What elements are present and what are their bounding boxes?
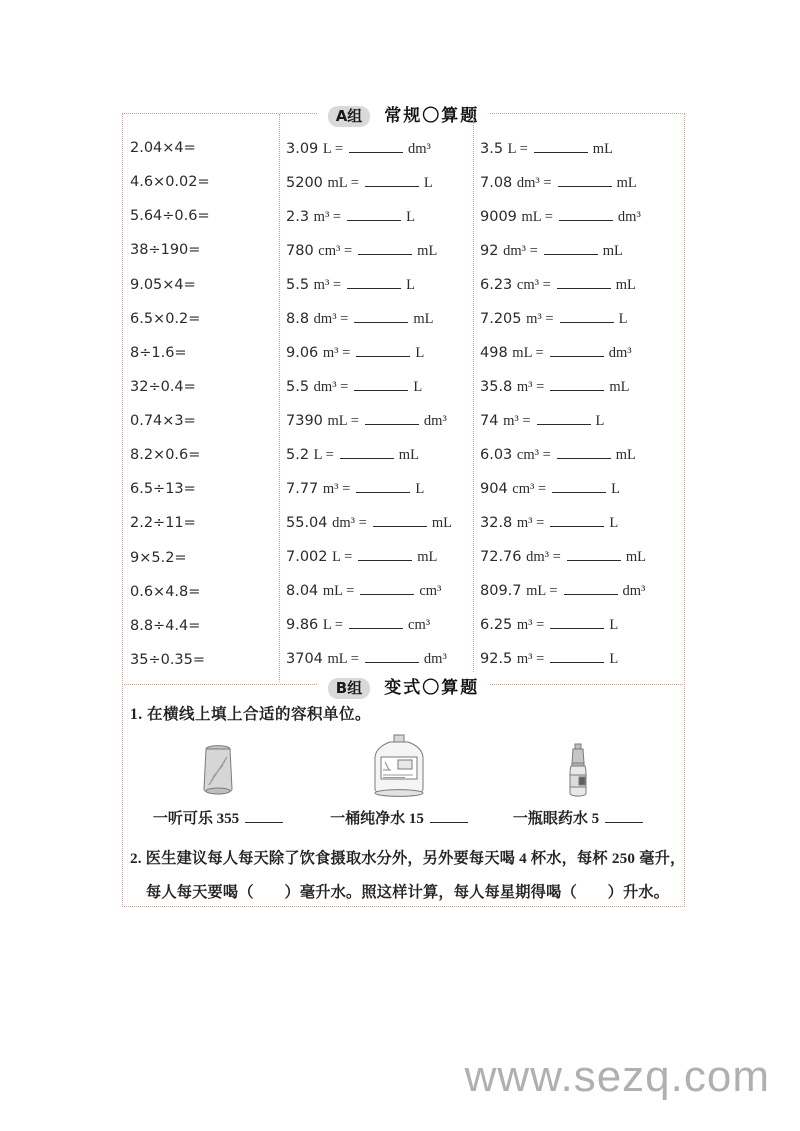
answer-blank[interactable] xyxy=(557,446,611,459)
conversion-value: 32.8 xyxy=(480,515,517,531)
question-2-line2: 每人每天要喝（ ）毫升水。照这样计算，每人每星期得喝（ ）升水。 xyxy=(146,884,670,901)
answer-blank[interactable] xyxy=(544,242,598,255)
conversion-to-unit: mL xyxy=(431,515,452,531)
answer-blank[interactable] xyxy=(354,378,408,391)
answer-blank[interactable] xyxy=(365,174,419,187)
arithmetic-problem: 8.2×0.6= xyxy=(130,447,201,464)
answer-blank[interactable] xyxy=(550,650,604,663)
arithmetic-problem: 6.5÷13= xyxy=(130,481,196,498)
answer-blank[interactable] xyxy=(340,446,394,459)
answer-blank[interactable] xyxy=(567,548,621,561)
answer-blank[interactable] xyxy=(559,208,613,221)
conversion-from-unit: L = xyxy=(322,617,344,633)
conversion-value: 92 xyxy=(480,243,504,259)
conversion-value: 5200 xyxy=(286,175,328,191)
conversion-to-unit: dm³ xyxy=(408,141,431,157)
conversion-value: 92.5 xyxy=(480,651,517,667)
answer-blank[interactable] xyxy=(560,310,614,323)
conversion-value: 3.09 xyxy=(286,141,323,157)
answer-blank[interactable] xyxy=(360,582,414,595)
conversion-from-unit: L = xyxy=(332,549,353,565)
conversion-value: 7390 xyxy=(286,413,328,429)
conversion-to-unit: mL xyxy=(417,549,438,565)
conversion-to-unit: dm³ xyxy=(622,583,646,599)
conversion-to-unit: L xyxy=(406,277,415,293)
answer-blank[interactable] xyxy=(365,412,419,425)
arithmetic-problem: 8.8÷4.4= xyxy=(130,617,201,634)
item-caption xyxy=(498,807,658,828)
conversion-problem xyxy=(480,208,680,226)
conversion-from-unit: mL = xyxy=(327,175,359,191)
conversion-problem xyxy=(480,582,680,600)
item-caption-text: 一瓶眼药水 5 xyxy=(512,811,600,827)
eye-drops-icon xyxy=(498,729,658,799)
arithmetic-problem: 9.05×4= xyxy=(130,276,196,293)
container-item xyxy=(319,729,479,828)
conversion-problem xyxy=(480,140,680,158)
conversion-from-unit: cm³ = xyxy=(512,481,547,497)
answer-blank[interactable] xyxy=(356,344,410,357)
item-caption xyxy=(138,807,298,828)
conversion-value: 5.5 xyxy=(286,379,314,395)
conversion-value: 9.06 xyxy=(286,345,323,361)
conversion-problem xyxy=(480,242,680,260)
conversion-column-1 xyxy=(286,140,470,668)
conversion-to-unit: mL xyxy=(616,175,637,191)
answer-blank[interactable] xyxy=(354,310,408,323)
section-b-header xyxy=(123,673,684,699)
conversion-to-unit: L xyxy=(423,175,433,191)
conversion-to-unit: dm³ xyxy=(617,209,641,225)
conversion-from-unit: mL = xyxy=(327,413,359,429)
worksheet-box xyxy=(122,106,686,907)
conversion-problem xyxy=(480,174,680,192)
answer-blank[interactable] xyxy=(347,208,401,221)
conversion-to-unit: mL xyxy=(609,379,630,395)
column-divider xyxy=(279,114,280,682)
conversion-problem xyxy=(286,140,470,158)
conversion-problem xyxy=(286,514,470,532)
question-2-number: 2. xyxy=(130,850,142,867)
conversion-problem xyxy=(480,650,680,668)
conversion-from-unit: L = xyxy=(322,141,344,157)
conversion-value: 35.8 xyxy=(480,379,517,395)
conversion-from-unit: L = xyxy=(507,141,528,157)
answer-blank[interactable] xyxy=(358,242,412,255)
conversion-from-unit: mL = xyxy=(512,345,544,361)
conversion-value: 9009 xyxy=(480,209,522,225)
conversion-value: 3704 xyxy=(286,651,328,667)
conversion-problem xyxy=(480,616,680,634)
conversion-to-unit: mL xyxy=(592,141,613,157)
arithmetic-problem: 8÷1.6= xyxy=(130,344,187,361)
conversion-problem xyxy=(286,242,470,260)
question-1-number: 1. xyxy=(130,706,143,723)
arithmetic-problem: 5.64÷0.6= xyxy=(130,208,210,225)
conversion-to-unit: mL xyxy=(417,243,438,259)
conversion-from-unit: m³ = xyxy=(516,379,545,395)
conversion-value: 7.77 xyxy=(286,481,323,497)
answer-blank[interactable] xyxy=(537,412,591,425)
conversion-value: 5.2 xyxy=(286,447,314,463)
conversion-value: 8.8 xyxy=(286,311,314,327)
conversion-from-unit: dm³ = xyxy=(332,515,367,531)
conversion-to-unit: L xyxy=(609,515,619,531)
conversion-problem xyxy=(286,208,470,226)
conversion-to-unit: dm³ xyxy=(423,651,447,667)
conversion-problem xyxy=(286,276,470,294)
conversion-problem xyxy=(480,310,680,328)
answer-blank[interactable] xyxy=(534,140,588,153)
conversion-value: 6.23 xyxy=(480,277,517,293)
conversion-from-unit: m³ = xyxy=(526,311,554,327)
item-caption-text: 一听可乐 355 xyxy=(152,811,240,827)
conversion-value: 7.002 xyxy=(286,549,333,565)
conversion-from-unit: cm³ = xyxy=(516,447,551,463)
arithmetic-column xyxy=(130,140,275,668)
arithmetic-problem: 2.04×4= xyxy=(130,140,196,156)
conversion-problem xyxy=(480,514,680,532)
conversion-to-unit: L xyxy=(618,311,628,327)
conversion-from-unit: m³ = xyxy=(313,277,342,293)
conversion-problem xyxy=(480,276,680,294)
conversion-problem xyxy=(480,378,680,396)
cola-can-icon xyxy=(138,729,298,799)
arithmetic-problem: 9×5.2= xyxy=(130,549,187,566)
conversion-from-unit: dm³ = xyxy=(503,243,538,259)
conversion-from-unit: mL = xyxy=(327,651,359,667)
conversion-from-unit: mL = xyxy=(526,583,558,599)
conversion-problem xyxy=(286,174,470,192)
conversion-value: 780 xyxy=(286,243,319,259)
section-b-badge: B组 xyxy=(328,678,370,699)
answer-blank[interactable] xyxy=(356,480,410,493)
arithmetic-problem: 0.74×3= xyxy=(130,413,196,429)
conversion-from-unit: m³ = xyxy=(322,345,351,361)
conversion-to-unit: mL xyxy=(413,311,434,327)
conversion-value: 498 xyxy=(480,345,513,361)
conversion-problem xyxy=(286,548,470,566)
section-a-header xyxy=(123,101,684,127)
container-item xyxy=(498,729,658,828)
conversion-from-unit: dm³ = xyxy=(516,175,552,191)
conversion-from-unit: m³ = xyxy=(516,651,545,667)
conversion-problem xyxy=(480,412,680,430)
conversion-from-unit: m³ = xyxy=(516,515,545,531)
answer-blank[interactable] xyxy=(564,582,618,595)
answer-blank[interactable] xyxy=(550,514,604,527)
conversion-value: 2.3 xyxy=(286,209,314,225)
conversion-to-unit: L xyxy=(413,379,423,395)
conversion-to-unit: mL xyxy=(602,243,623,259)
answer-blank[interactable] xyxy=(550,378,604,391)
arithmetic-problem: 38÷190= xyxy=(130,242,201,259)
conversion-from-unit: m³ = xyxy=(516,617,545,633)
conversion-to-unit: L xyxy=(415,481,425,497)
arithmetic-problem: 0.6×4.8= xyxy=(130,583,201,600)
conversion-from-unit: dm³ = xyxy=(313,311,349,327)
item-caption-text: 一桶纯净水 15 xyxy=(330,811,424,827)
question-1-prompt: 在横线上填上合适的容积单位。 xyxy=(147,706,372,723)
conversion-to-unit: L xyxy=(415,345,425,361)
conversion-value: 9.86 xyxy=(286,617,323,633)
conversion-to-unit: dm³ xyxy=(608,345,632,361)
conversion-value: 904 xyxy=(480,481,513,497)
conversion-problem xyxy=(480,548,680,566)
question-2-line1: 2. 医生建议每人每天除了饮食摄取水分外，另外要每天喝 4 杯水，每杯 250 毫升， xyxy=(130,850,686,867)
conversion-from-unit: cm³ = xyxy=(318,243,353,259)
conversion-problem xyxy=(286,412,470,430)
unit-answer-blank[interactable] xyxy=(605,810,643,823)
conversion-from-unit: m³ = xyxy=(313,209,342,225)
conversion-value: 8.04 xyxy=(286,583,323,599)
conversion-from-unit: m³ = xyxy=(322,481,351,497)
conversion-value: 5.5 xyxy=(286,277,314,293)
conversion-to-unit: mL xyxy=(625,549,646,565)
conversion-to-unit: L xyxy=(406,209,415,225)
conversion-value: 6.03 xyxy=(480,447,517,463)
conversion-value: 6.25 xyxy=(480,617,517,633)
conversion-from-unit: m³ = xyxy=(503,413,531,429)
conversion-to-unit: mL xyxy=(615,277,636,293)
conversion-to-unit: mL xyxy=(615,447,636,463)
unit-answer-blank[interactable] xyxy=(245,810,283,823)
section-b-divider xyxy=(122,684,685,685)
arithmetic-problem: 35÷0.35= xyxy=(130,651,206,668)
conversion-from-unit: dm³ = xyxy=(313,379,349,395)
conversion-value: 7.08 xyxy=(480,175,517,191)
conversion-problem xyxy=(286,446,470,464)
conversion-problem xyxy=(286,310,470,328)
conversion-column-2 xyxy=(480,140,680,668)
answer-blank[interactable] xyxy=(373,514,427,527)
conversion-from-unit: L = xyxy=(313,447,334,463)
water-jug-icon xyxy=(319,729,479,799)
conversion-from-unit: mL = xyxy=(521,209,553,225)
conversion-problem xyxy=(480,344,680,362)
conversion-value: 3.5 xyxy=(480,141,508,157)
answer-blank[interactable] xyxy=(349,616,403,629)
answer-blank[interactable] xyxy=(365,650,419,663)
conversion-problem xyxy=(286,480,470,498)
conversion-value: 72.76 xyxy=(480,549,527,565)
conversion-problem xyxy=(286,378,470,396)
arithmetic-problem: 4.6×0.02= xyxy=(130,174,210,191)
conversion-problem xyxy=(480,480,680,498)
conversion-value: 74 xyxy=(480,413,504,429)
arithmetic-problem: 32÷0.4= xyxy=(130,378,196,395)
arithmetic-problem: 2.2÷11= xyxy=(130,515,196,532)
container-item xyxy=(138,729,298,828)
question-1-text xyxy=(130,702,371,724)
answer-blank[interactable] xyxy=(550,344,604,357)
column-divider xyxy=(473,114,474,682)
conversion-from-unit: dm³ = xyxy=(526,549,561,565)
section-a-badge: A组 xyxy=(328,106,371,127)
conversion-problem xyxy=(286,616,470,634)
conversion-from-unit: mL = xyxy=(322,583,355,599)
conversion-value: 55.04 xyxy=(286,515,333,531)
conversion-problem xyxy=(480,446,680,464)
unit-answer-blank[interactable] xyxy=(430,810,468,823)
answer-blank[interactable] xyxy=(552,480,606,493)
item-caption xyxy=(319,807,479,828)
conversion-to-unit: L xyxy=(609,617,619,633)
conversion-to-unit: L xyxy=(595,413,605,429)
answer-blank[interactable] xyxy=(358,548,412,561)
conversion-problem xyxy=(286,582,470,600)
conversion-to-unit: L xyxy=(609,651,619,667)
site-watermark: www.sezq.com xyxy=(464,1052,770,1101)
answer-blank[interactable] xyxy=(557,276,611,289)
section-a-title: 常规〇算题 xyxy=(384,106,480,125)
section-b-title: 变式〇算题 xyxy=(384,678,480,697)
answer-blank[interactable] xyxy=(349,140,403,153)
conversion-to-unit: dm³ xyxy=(423,413,447,429)
conversion-problem xyxy=(286,344,470,362)
answer-blank[interactable] xyxy=(347,276,401,289)
conversion-from-unit: cm³ = xyxy=(516,277,551,293)
arithmetic-problem: 6.5×0.2= xyxy=(130,310,201,327)
conversion-value: 7.205 xyxy=(480,311,527,327)
conversion-to-unit: L xyxy=(611,481,621,497)
answer-blank[interactable] xyxy=(550,616,604,629)
conversion-to-unit: mL xyxy=(398,447,419,463)
answer-blank[interactable] xyxy=(558,174,612,187)
conversion-problem xyxy=(286,650,470,668)
conversion-to-unit: cm³ xyxy=(419,583,442,599)
conversion-value: 809.7 xyxy=(480,583,527,599)
conversion-to-unit: cm³ xyxy=(408,617,431,633)
